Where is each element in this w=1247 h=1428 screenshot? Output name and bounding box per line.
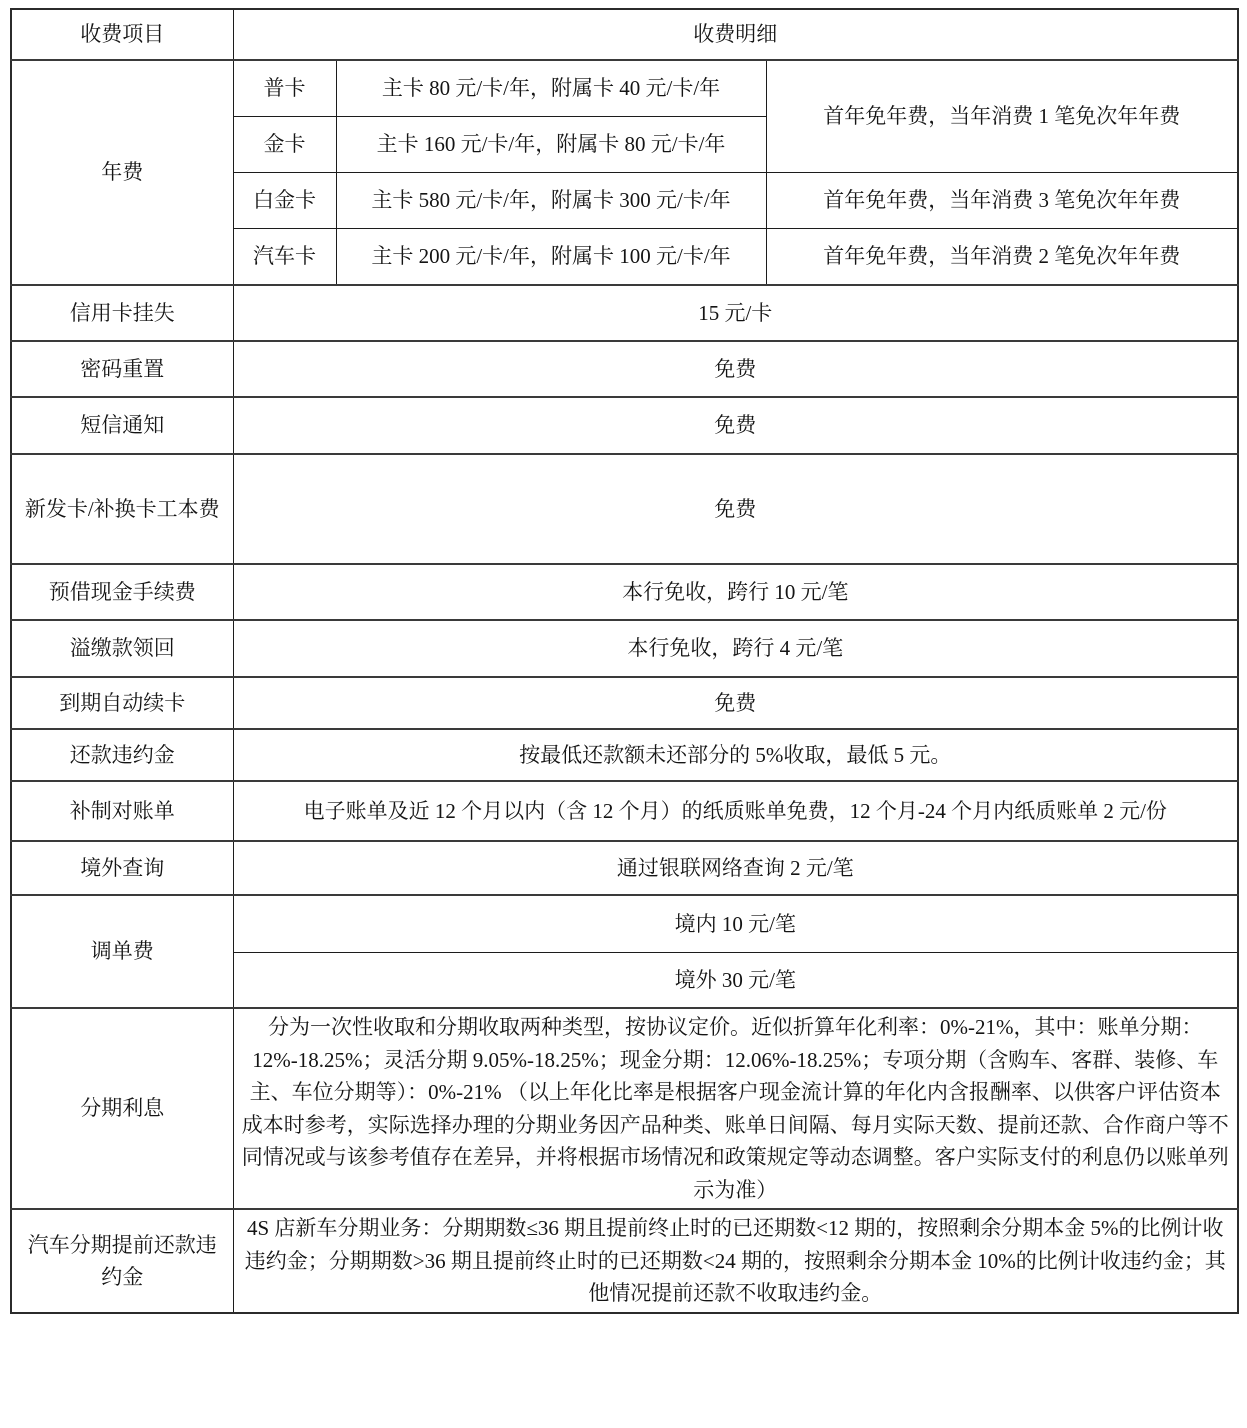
table-header-row	[11, 9, 1238, 60]
fee-item: 新发卡/补换卡工本费	[11, 454, 233, 564]
fee-row-auto-renewal	[11, 677, 1238, 729]
fee-detail: 按最低还款额未还部分的 5%收取，最低 5 元。	[233, 729, 1238, 781]
fee-detail: 本行免收，跨行 4 元/笔	[233, 620, 1238, 677]
card-fee: 主卡 80 元/卡/年，附属卡 40 元/卡/年	[336, 60, 766, 117]
fee-item: 到期自动续卡	[11, 677, 233, 729]
fee-detail: 免费	[233, 677, 1238, 729]
annual-fee-row-putong	[11, 60, 1238, 117]
retrieval-fee-overseas: 境外 30 元/笔	[233, 953, 1238, 1009]
fee-detail: 免费	[233, 397, 1238, 454]
fee-item: 短信通知	[11, 397, 233, 454]
header-item-cell: 收费项目	[11, 9, 233, 60]
fee-row-card-production	[11, 454, 1238, 564]
annual-waiver: 首年免年费，当年消费 3 笔免次年年费	[766, 173, 1238, 229]
card-fee: 主卡 580 元/卡/年，附属卡 300 元/卡/年	[336, 173, 766, 229]
fee-detail: 通过银联网络查询 2 元/笔	[233, 841, 1238, 895]
card-type: 普卡	[233, 60, 336, 117]
auto-penalty-label: 汽车分期提前还款违约金	[11, 1209, 233, 1313]
fee-table	[10, 8, 1239, 1314]
fee-row-password-reset	[11, 341, 1238, 397]
fee-row-statement-reissue	[11, 781, 1238, 841]
header-detail-cell: 收费明细	[233, 9, 1238, 60]
card-type: 汽车卡	[233, 229, 336, 286]
fee-item: 还款违约金	[11, 729, 233, 781]
auto-penalty-detail: 4S 店新车分期业务：分期期数≤36 期且提前终止时的已还期数<12 期的，按照剩余分期本金 5%的比例计收违约金；分期期数>36 期且提前终止时的已还期数<24 期的，按照剩余分期本金 10%的比例计收违约金；其他情况提前还款不收取违约金。	[233, 1209, 1238, 1313]
fee-item: 预借现金手续费	[11, 564, 233, 620]
fee-detail: 15 元/卡	[233, 285, 1238, 341]
auto-penalty-row	[11, 1209, 1238, 1313]
card-type: 白金卡	[233, 173, 336, 229]
card-type: 金卡	[233, 117, 336, 173]
installment-interest-detail: 分为一次性收取和分期收取两种类型，按协议定价。近似折算年化利率：0%-21%，其中：账单分期：12%-18.25%；灵活分期 9.05%-18.25%；现金分期：12.06%-18.25%；专项分期（含购车、客群、装修、车主、车位分期等）：0%-21% （以上年化比率是根据客户现金流计算的年化内含报酬率、以供客户评估资本成本时参考，实际选择办理的分期业务因产品种类、账单日间隔、每月实际天数、提前还款、合作商户等不同情况或与该参考值存在差异，并将根据市场情况和政策规定等动态调整。客户实际支付的利息仍以账单列示为准）	[233, 1008, 1238, 1209]
retrieval-fee-domestic: 境内 10 元/笔	[233, 895, 1238, 953]
card-fee: 主卡 200 元/卡/年，附属卡 100 元/卡/年	[336, 229, 766, 286]
fee-row-overseas-inquiry	[11, 841, 1238, 895]
installment-interest-row	[11, 1008, 1238, 1209]
fee-item: 密码重置	[11, 341, 233, 397]
fee-row-cash-advance	[11, 564, 1238, 620]
retrieval-fee-row-domestic	[11, 895, 1238, 953]
fee-row-card-loss	[11, 285, 1238, 341]
fee-row-sms-notice	[11, 397, 1238, 454]
fee-item: 信用卡挂失	[11, 285, 233, 341]
fee-row-overpayment-refund	[11, 620, 1238, 677]
fee-row-repayment-penalty	[11, 729, 1238, 781]
annual-waiver: 首年免年费，当年消费 2 笔免次年年费	[766, 229, 1238, 286]
fee-detail: 免费	[233, 341, 1238, 397]
annual-waiver: 首年免年费，当年消费 1 笔免次年年费	[766, 60, 1238, 173]
card-fee: 主卡 160 元/卡/年，附属卡 80 元/卡/年	[336, 117, 766, 173]
installment-interest-label: 分期利息	[11, 1008, 233, 1209]
fee-item: 境外查询	[11, 841, 233, 895]
fee-detail: 免费	[233, 454, 1238, 564]
annual-fee-label: 年费	[11, 60, 233, 285]
retrieval-fee-label: 调单费	[11, 895, 233, 1008]
fee-item: 补制对账单	[11, 781, 233, 841]
fee-item: 溢缴款领回	[11, 620, 233, 677]
fee-detail: 电子账单及近 12 个月以内（含 12 个月）的纸质账单免费，12 个月-24 个月内纸质账单 2 元/份	[233, 781, 1238, 841]
fee-detail: 本行免收，跨行 10 元/笔	[233, 564, 1238, 620]
